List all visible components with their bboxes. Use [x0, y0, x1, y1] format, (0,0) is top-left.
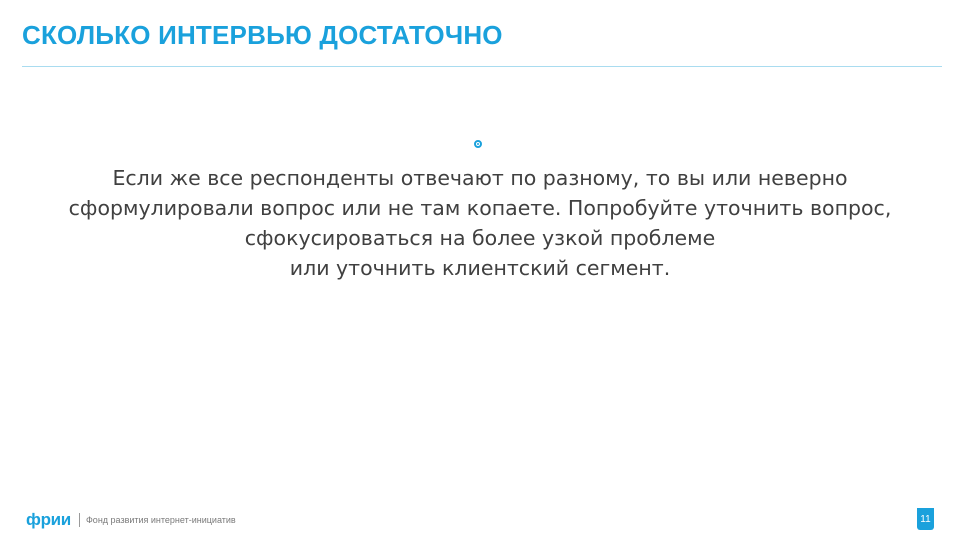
footer-org-name: Фонд развития интернет-инициатив: [85, 515, 236, 525]
slide-title: СКОЛЬКО ИНТЕРВЬЮ ДОСТАТОЧНО: [22, 20, 503, 50]
footer: [26, 511, 236, 529]
title-divider: [22, 66, 942, 67]
body-line: Если же все респонденты отвечают по разному, то вы или неверно: [112, 166, 848, 190]
circle-bullet-icon: [474, 140, 482, 148]
body-line: сформулировали вопрос или не там копаете. Попробуйте уточнить вопрос,: [68, 196, 892, 220]
slide-body: [20, 163, 940, 283]
page-number-badge: 11: [917, 508, 934, 530]
footer-divider: [79, 513, 80, 527]
body-line: или уточнить клиентский сегмент.: [289, 256, 671, 280]
body-line: сфокусироваться на более узкой проблеме: [244, 226, 716, 250]
frii-logo: фрии: [26, 510, 71, 529]
